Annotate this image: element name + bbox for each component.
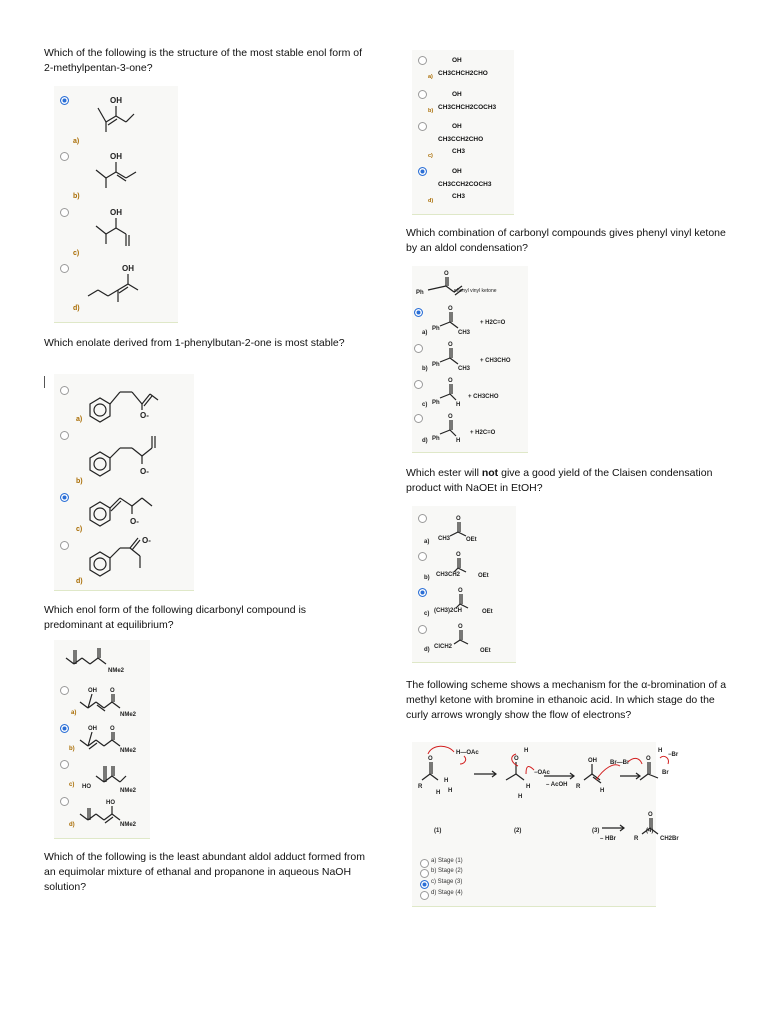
svg-text:O: O [458, 624, 463, 630]
q2-d-ominus: O- [142, 536, 151, 545]
svg-text:Ph: Ph [432, 436, 440, 442]
q2-structure-d [86, 534, 176, 580]
q1-option-a-radio[interactable] [60, 96, 69, 105]
q3-option-c-label: c) [69, 782, 75, 788]
q5-option-d-radio[interactable] [418, 167, 427, 176]
q8-option-c-label: c) Stage (3) [431, 879, 463, 885]
svg-text:H: H [448, 788, 453, 794]
q2-option-b-label: b) [76, 478, 83, 485]
svg-text:CH3: CH3 [458, 366, 471, 372]
svg-text:H: H [524, 748, 529, 754]
svg-text:R: R [576, 784, 581, 790]
svg-text:CH3: CH3 [438, 536, 451, 542]
svg-text:(3): (3) [592, 828, 600, 834]
question-3-text: Which enol form of the following dicarbonyl compound is predominant at equilibrium? [44, 604, 307, 631]
svg-text:Ph: Ph [432, 362, 440, 368]
svg-text:c): c) [422, 402, 428, 408]
svg-text:H: H [444, 778, 449, 784]
q5-c-oh: OH [452, 123, 462, 130]
svg-text:OEt: OEt [466, 537, 477, 543]
svg-text:Br—Br: Br—Br [610, 760, 630, 766]
svg-text:R: R [634, 836, 639, 842]
svg-text:b): b) [422, 366, 428, 372]
svg-text:Br: Br [662, 770, 669, 776]
svg-text:H—OAc: H—OAc [456, 750, 479, 756]
q5-b-oh: OH [452, 91, 462, 98]
svg-text:O: O [648, 812, 653, 818]
svg-text:d): d) [424, 647, 430, 653]
svg-text:(CH3)2CH: (CH3)2CH [434, 608, 463, 614]
q5-option-a-radio[interactable] [418, 56, 427, 65]
svg-text:O: O [448, 378, 453, 384]
q6-option-b-structure [422, 340, 522, 372]
svg-text:H: H [456, 402, 461, 408]
svg-text:O: O [456, 516, 461, 522]
svg-text:O: O [456, 552, 461, 558]
q2-structure-a [86, 384, 176, 424]
q3-structure-c [76, 760, 156, 794]
q6-option-d-structure [422, 412, 522, 444]
q1-option-a-label: a) [73, 138, 80, 145]
svg-text:a): a) [424, 539, 430, 545]
q2-option-a-radio[interactable] [60, 386, 69, 395]
svg-text:O: O [110, 726, 115, 732]
svg-text:H: H [456, 438, 461, 444]
q1-option-d-label: d) [73, 305, 80, 312]
q8-option-b-radio[interactable] [420, 869, 429, 878]
q7-option-b-structure [424, 550, 514, 582]
q2-option-d-radio[interactable] [60, 541, 69, 550]
q8-option-d-radio[interactable] [420, 891, 429, 900]
svg-text:CH3: CH3 [458, 330, 471, 336]
svg-text:+ H2C=O: + H2C=O [470, 430, 496, 436]
q1-structure-b [80, 150, 150, 190]
q2-option-c-radio[interactable] [60, 493, 69, 502]
q5-c-formula: CH3CCH2CHO [438, 136, 484, 143]
svg-text:O: O [428, 756, 433, 762]
text-cursor [44, 376, 45, 388]
q1-b-oh: OH [110, 152, 122, 161]
q5-option-b-label: b) [428, 108, 434, 114]
q5-option-c-label: c) [428, 153, 433, 159]
svg-text:d): d) [422, 438, 428, 444]
svg-text:c): c) [424, 611, 430, 617]
svg-text:a): a) [422, 330, 428, 336]
q3-option-a-label: a) [71, 710, 77, 716]
q2-b-ominus: O- [140, 467, 149, 476]
q2-c-ominus: O- [130, 517, 139, 526]
q3-structure-d [76, 796, 156, 830]
svg-text:(4): (4) [646, 828, 654, 834]
q6-option-a-structure [422, 304, 522, 336]
svg-text:Ph: Ph [432, 326, 440, 332]
q5-option-d-label: d) [428, 198, 434, 204]
q7-option-d-structure [424, 622, 514, 654]
svg-text:O: O [110, 688, 115, 694]
q3-option-a-radio[interactable] [60, 686, 69, 695]
q1-option-b-label: b) [73, 193, 80, 200]
q5-option-b-radio[interactable] [418, 90, 427, 99]
svg-text:(1): (1) [434, 828, 442, 834]
q1-option-d-radio[interactable] [60, 264, 69, 273]
q1-a-oh: OH [110, 96, 122, 105]
q5-a-formula: CH3CHCH2CHO [438, 70, 488, 77]
svg-text:NMe2: NMe2 [120, 822, 137, 828]
svg-text:H: H [436, 790, 441, 796]
q8-option-a-label: a) Stage (1) [431, 858, 463, 864]
q1-d-oh: OH [122, 264, 134, 273]
q1-c-oh: OH [110, 208, 122, 217]
q8-stage-4-structure [640, 744, 710, 804]
svg-text:b): b) [424, 575, 430, 581]
svg-text:H: H [658, 748, 663, 754]
q8-option-c-radio[interactable] [420, 880, 429, 889]
svg-text:– AcOH: – AcOH [546, 782, 568, 788]
svg-text:O: O [448, 306, 453, 312]
q3-structure-a [76, 684, 156, 718]
svg-text:NMe2: NMe2 [120, 788, 137, 794]
q6-option-c-structure [422, 376, 522, 408]
svg-text:NMe2: NMe2 [120, 712, 137, 718]
svg-text:HO: HO [106, 800, 115, 806]
question-1-text: Which of the following is the structure of the most stable enol form of 2-methylpentan-3-one? [44, 47, 363, 74]
svg-text:−OAc: −OAc [534, 770, 550, 776]
question-6-text: Which combination of carbonyl compounds gives phenyl vinyl ketone by an aldol condensation? [406, 227, 726, 254]
q8-option-b-label: b) Stage (2) [431, 868, 463, 874]
q7-option-a-structure [424, 514, 514, 546]
q5-d-formula: CH3CCH2COCH3 [438, 181, 492, 188]
svg-text:NMe2: NMe2 [120, 748, 137, 754]
svg-text:H: H [600, 788, 605, 794]
svg-text:(2): (2) [514, 828, 522, 834]
q6-target-caption: phenyl vinyl ketone [454, 288, 497, 294]
q1-structure-c [80, 206, 150, 248]
q5-c-ch3: CH3 [452, 148, 466, 155]
q1-option-c-label: c) [73, 250, 80, 257]
q2-option-a-label: a) [76, 416, 83, 423]
q8-product-structure [600, 810, 710, 846]
q3-structure-b [76, 722, 156, 756]
q1-option-b-radio[interactable] [60, 152, 69, 161]
q3-option-b-label: b) [69, 746, 75, 752]
q2-structure-b [86, 434, 176, 480]
svg-text:OEt: OEt [478, 573, 489, 579]
q1-option-c-radio[interactable] [60, 208, 69, 217]
q5-d-oh: OH [452, 168, 462, 175]
svg-text:ClCH2: ClCH2 [434, 644, 453, 650]
q2-a-ominus: O- [140, 411, 149, 420]
svg-text:OEt: OEt [482, 609, 493, 615]
q3-option-d-radio[interactable] [60, 797, 69, 806]
q8-option-a-radio[interactable] [420, 859, 429, 868]
svg-text:R: R [418, 784, 423, 790]
svg-text:– HBr: – HBr [600, 836, 617, 842]
svg-text:+ H2C=O: + H2C=O [480, 320, 506, 326]
q7-bold-word: not [481, 467, 499, 479]
question-8-text: The following scheme shows a mechanism for the α-bromination of a methyl ketone with bromine in ethanoic acid. In which stage do the curly arrows wrongly show the flow of electrons? [406, 679, 727, 721]
q8-option-d-label: d) Stage (4) [431, 890, 463, 896]
q3-option-c-radio[interactable] [60, 760, 69, 769]
svg-text:O: O [646, 756, 651, 762]
svg-text:OH: OH [88, 688, 97, 694]
svg-text:CH2Br: CH2Br [660, 836, 679, 842]
svg-text:O: O [458, 588, 463, 594]
svg-text:Ph: Ph [416, 290, 424, 296]
q5-option-a-label: a) [428, 74, 433, 80]
svg-text:O: O [444, 271, 449, 277]
question-4-text: Which of the following is the least abundant aldol adduct formed from an equimolar mixture of ethanal and propanone in aqueous NaOH solution? [44, 851, 366, 893]
svg-text:OH: OH [588, 758, 597, 764]
svg-text:+ CH3CHO: + CH3CHO [480, 358, 511, 364]
q1-structure-d [80, 262, 150, 304]
svg-text:−Br: −Br [668, 752, 679, 758]
svg-text:Ph: Ph [432, 400, 440, 406]
svg-text:O: O [448, 342, 453, 348]
q5-b-formula: CH3CHCH2COCH3 [438, 104, 497, 111]
q5-option-c-radio[interactable] [418, 122, 427, 131]
q5-a-oh: OH [452, 57, 462, 64]
q3-parent-nme2: NMe2 [108, 668, 125, 674]
q3-parent-structure [62, 646, 152, 674]
q1-structure-a [80, 94, 150, 134]
q2-option-d-label: d) [76, 578, 83, 585]
question-7-text: Which ester will not give a good yield of the Claisen condensation product with NaOEt in EtOH? [406, 467, 713, 494]
q2-structure-c [86, 486, 176, 530]
svg-text:OEt: OEt [480, 648, 491, 654]
question-2-text: Which enolate derived from 1-phenylbutan-2-one is most stable? [44, 337, 345, 349]
q2-option-b-radio[interactable] [60, 431, 69, 440]
svg-text:+ CH3CHO: + CH3CHO [468, 394, 499, 400]
q2-option-c-label: c) [76, 526, 83, 533]
q3-option-b-radio[interactable] [60, 724, 69, 733]
svg-text:CH3CH2: CH3CH2 [436, 572, 461, 578]
svg-text:OH: OH [88, 726, 97, 732]
svg-text:H: H [526, 784, 531, 790]
q5-d-ch3: CH3 [452, 193, 466, 200]
svg-text:HO: HO [82, 784, 91, 790]
q7-option-c-structure [424, 586, 514, 618]
svg-text:H: H [518, 794, 523, 800]
svg-text:O: O [514, 756, 519, 762]
q3-option-d-label: d) [69, 822, 75, 828]
svg-text:O: O [448, 414, 453, 420]
